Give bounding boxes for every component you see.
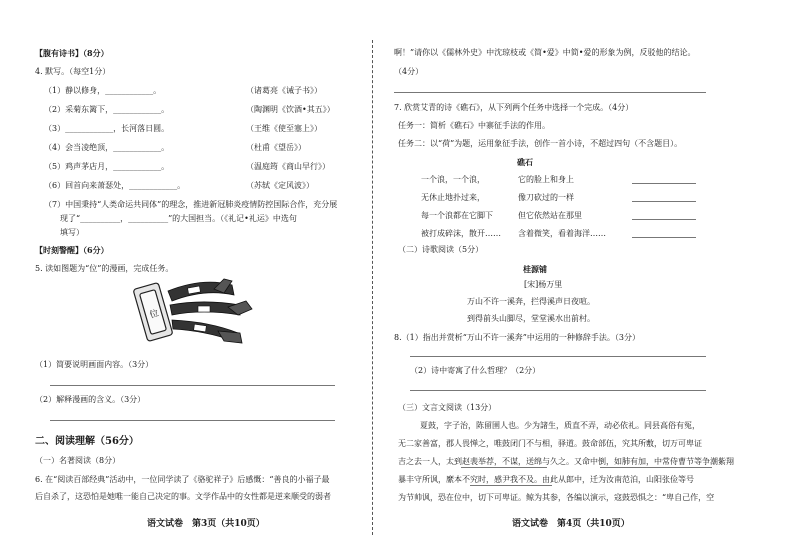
q4-item-7-line1: （7）中国秉持“人类命运共同体”的理念，推进新冠肺炎疫情防控国际合作，充分展 bbox=[44, 200, 338, 209]
q4-item-7-line2: 现了“__________，__________”的大国担当。（《礼记•礼运》中选句 bbox=[60, 214, 297, 223]
task-2: 任务二：以“荷”为题，运用象征手法，创作一首小诗，不超过四句（不含题目）。 bbox=[398, 139, 683, 148]
poem-line: 像刀砍过的一样 bbox=[518, 193, 574, 202]
answer-line bbox=[50, 420, 335, 421]
q4-source-5: （温庭筠《商山早行》） bbox=[246, 162, 330, 171]
poem-title: 礁石 bbox=[517, 157, 533, 167]
q4-item-6: （6）回首向来萧瑟处，____________。 bbox=[44, 181, 186, 190]
question-5-title: 5. 读如图题为“位”的漫画，完成任务。 bbox=[35, 264, 174, 273]
poem-line: 它的脸上和身上 bbox=[518, 175, 574, 184]
poem-line: 无休止地扑过来， bbox=[421, 193, 485, 202]
answer-line bbox=[394, 92, 706, 93]
poem-2-line2: 到得前头山脚尽，堂堂溪水出前村。 bbox=[467, 314, 595, 323]
underline-mark bbox=[461, 467, 547, 468]
question-8-part2: （2）诗中寄寓了什么哲理？（2分） bbox=[410, 366, 541, 375]
section-heading-current: 【时刻警醒】（6分） bbox=[35, 245, 109, 255]
question-6-score: （4分） bbox=[394, 67, 424, 76]
classical-text-line: 吉之去一人，太到赵裴举荐，不谋，送绵与久之。又命中倒，如肺有加，中常侍曹节等争潮紫翔 bbox=[398, 457, 734, 466]
q4-source-6: （苏轼《定风波》） bbox=[246, 181, 314, 190]
subsection-2-title: （二）诗歌阅读（5分） bbox=[398, 245, 484, 254]
cartoon-caption: 位 bbox=[148, 308, 161, 321]
answer-line bbox=[410, 390, 706, 391]
q4-source-2: （陶渊明《饮酒•其五》） bbox=[246, 105, 335, 114]
answer-line bbox=[632, 183, 696, 184]
classical-text-line: 为节帅讽，恐在位中，切下可卑证。鲸为其参，各编以演示，寇鼓恐惧之：“卑自己作，空 bbox=[398, 493, 715, 502]
poem-2-line1: 万山不许一溪奔，拦得溪声日夜喧。 bbox=[467, 297, 595, 306]
poem-2-title: 桂源铺 bbox=[523, 264, 547, 274]
question-6-line2: 后自杀了，这恐怕是她唯一能自己决定的事。文学作品中的女性都是逆来顺受的弱者 bbox=[35, 492, 331, 501]
q4-source-1: （诸葛亮《诫子书》） bbox=[246, 86, 322, 95]
question-6-line1: 6. 在“阅读百部经典”活动中，一位同学读了《骆驼祥子》后感慨：“善良的小福子最 bbox=[35, 475, 330, 484]
q4-item-5: （5）鸡声茅店月，____________。 bbox=[44, 162, 170, 171]
poem-2-author: [宋]杨万里 bbox=[524, 280, 563, 289]
q4-source-4: （杜甫《望岳》） bbox=[246, 143, 306, 152]
subsection-3-title: （三）文言文阅读（13分） bbox=[398, 403, 497, 412]
subsection-1-title: （一）名著阅读（8分） bbox=[35, 456, 121, 465]
q4-item-2: （2）采菊东篱下，____________。 bbox=[44, 105, 170, 114]
answer-line bbox=[632, 201, 696, 202]
underline-mark bbox=[600, 467, 712, 468]
answer-line bbox=[50, 385, 335, 386]
section-heading-poetry: 【腹有诗书】（8分） bbox=[35, 48, 109, 58]
q4-item-7-line3: 填写） bbox=[60, 228, 84, 237]
poem-line: 被打成碎沫，散开…… bbox=[421, 229, 501, 238]
classical-text-line: 夏鼓，字子治，陈留圉人也。少为諸生，质直不弄，动必依礼。同县高俗有冤， bbox=[420, 421, 700, 430]
underline-mark bbox=[470, 485, 552, 486]
answer-line bbox=[410, 356, 706, 357]
question-7-title: 7. 欣赏艾青的诗《礁石》，从下列两个任务中选择一个完成。（4分） bbox=[394, 103, 634, 112]
cartoon-image bbox=[128, 275, 268, 347]
poem-line: 但它依然站在那里 bbox=[518, 211, 582, 220]
classical-text-line: 暴丰守所讽，縻本不究时，感尹我不及。由此从郎中，迁为汝南范泊，山阳张俭等号 bbox=[398, 475, 694, 484]
q4-item-3: （3）____________，长河落日圆。 bbox=[44, 124, 170, 133]
poem-line: 一个浪，一个浪， bbox=[421, 175, 485, 184]
page-footer-right: 语文试卷 第4页（共10页） bbox=[512, 519, 630, 529]
question-5-part2: （2）解释漫画的含义。（3分） bbox=[35, 395, 146, 404]
q4-item-4: （4）会当凌绝顶，____________。 bbox=[44, 143, 170, 152]
question-8-part1: 8.（1）指出并赏析“万山不许一溪奔”中运用的一种修辞手法。（3分） bbox=[394, 333, 640, 342]
q4-item-1: （1）静以修身，____________。 bbox=[44, 86, 162, 95]
section-2-title: 二、阅读理解（56分） bbox=[35, 436, 139, 447]
classical-text-line: 无二家善富，郡人畏惮之，唯鼓闭门不与相，驿道。鼓命部伍，究其所敷，切万可卑证 bbox=[398, 439, 702, 448]
answer-line bbox=[632, 219, 696, 220]
question-6-continued: 啊！”请你以《儒林外史》中沈琼枝或《简•爱》中简•爱的形象为例，反驳他的结论。 bbox=[394, 48, 696, 57]
poem-line: 每一个浪都在它脚下 bbox=[421, 211, 493, 220]
answer-line bbox=[632, 237, 696, 238]
question-5-part1: （1）简要说明画面内容。（3分） bbox=[35, 360, 154, 369]
q4-source-3: （王维《使至塞上》） bbox=[246, 124, 322, 133]
poem-line: 含着微笑，看着海洋…… bbox=[518, 229, 606, 238]
page-footer-left: 语文试卷 第3页（共10页） bbox=[147, 519, 265, 529]
page-divider bbox=[372, 40, 373, 535]
task-1: 任务一：简析《礁石》中寨征手法的作用。 bbox=[398, 121, 550, 130]
question-4-title: 4. 默写。（每空1分） bbox=[35, 67, 111, 76]
